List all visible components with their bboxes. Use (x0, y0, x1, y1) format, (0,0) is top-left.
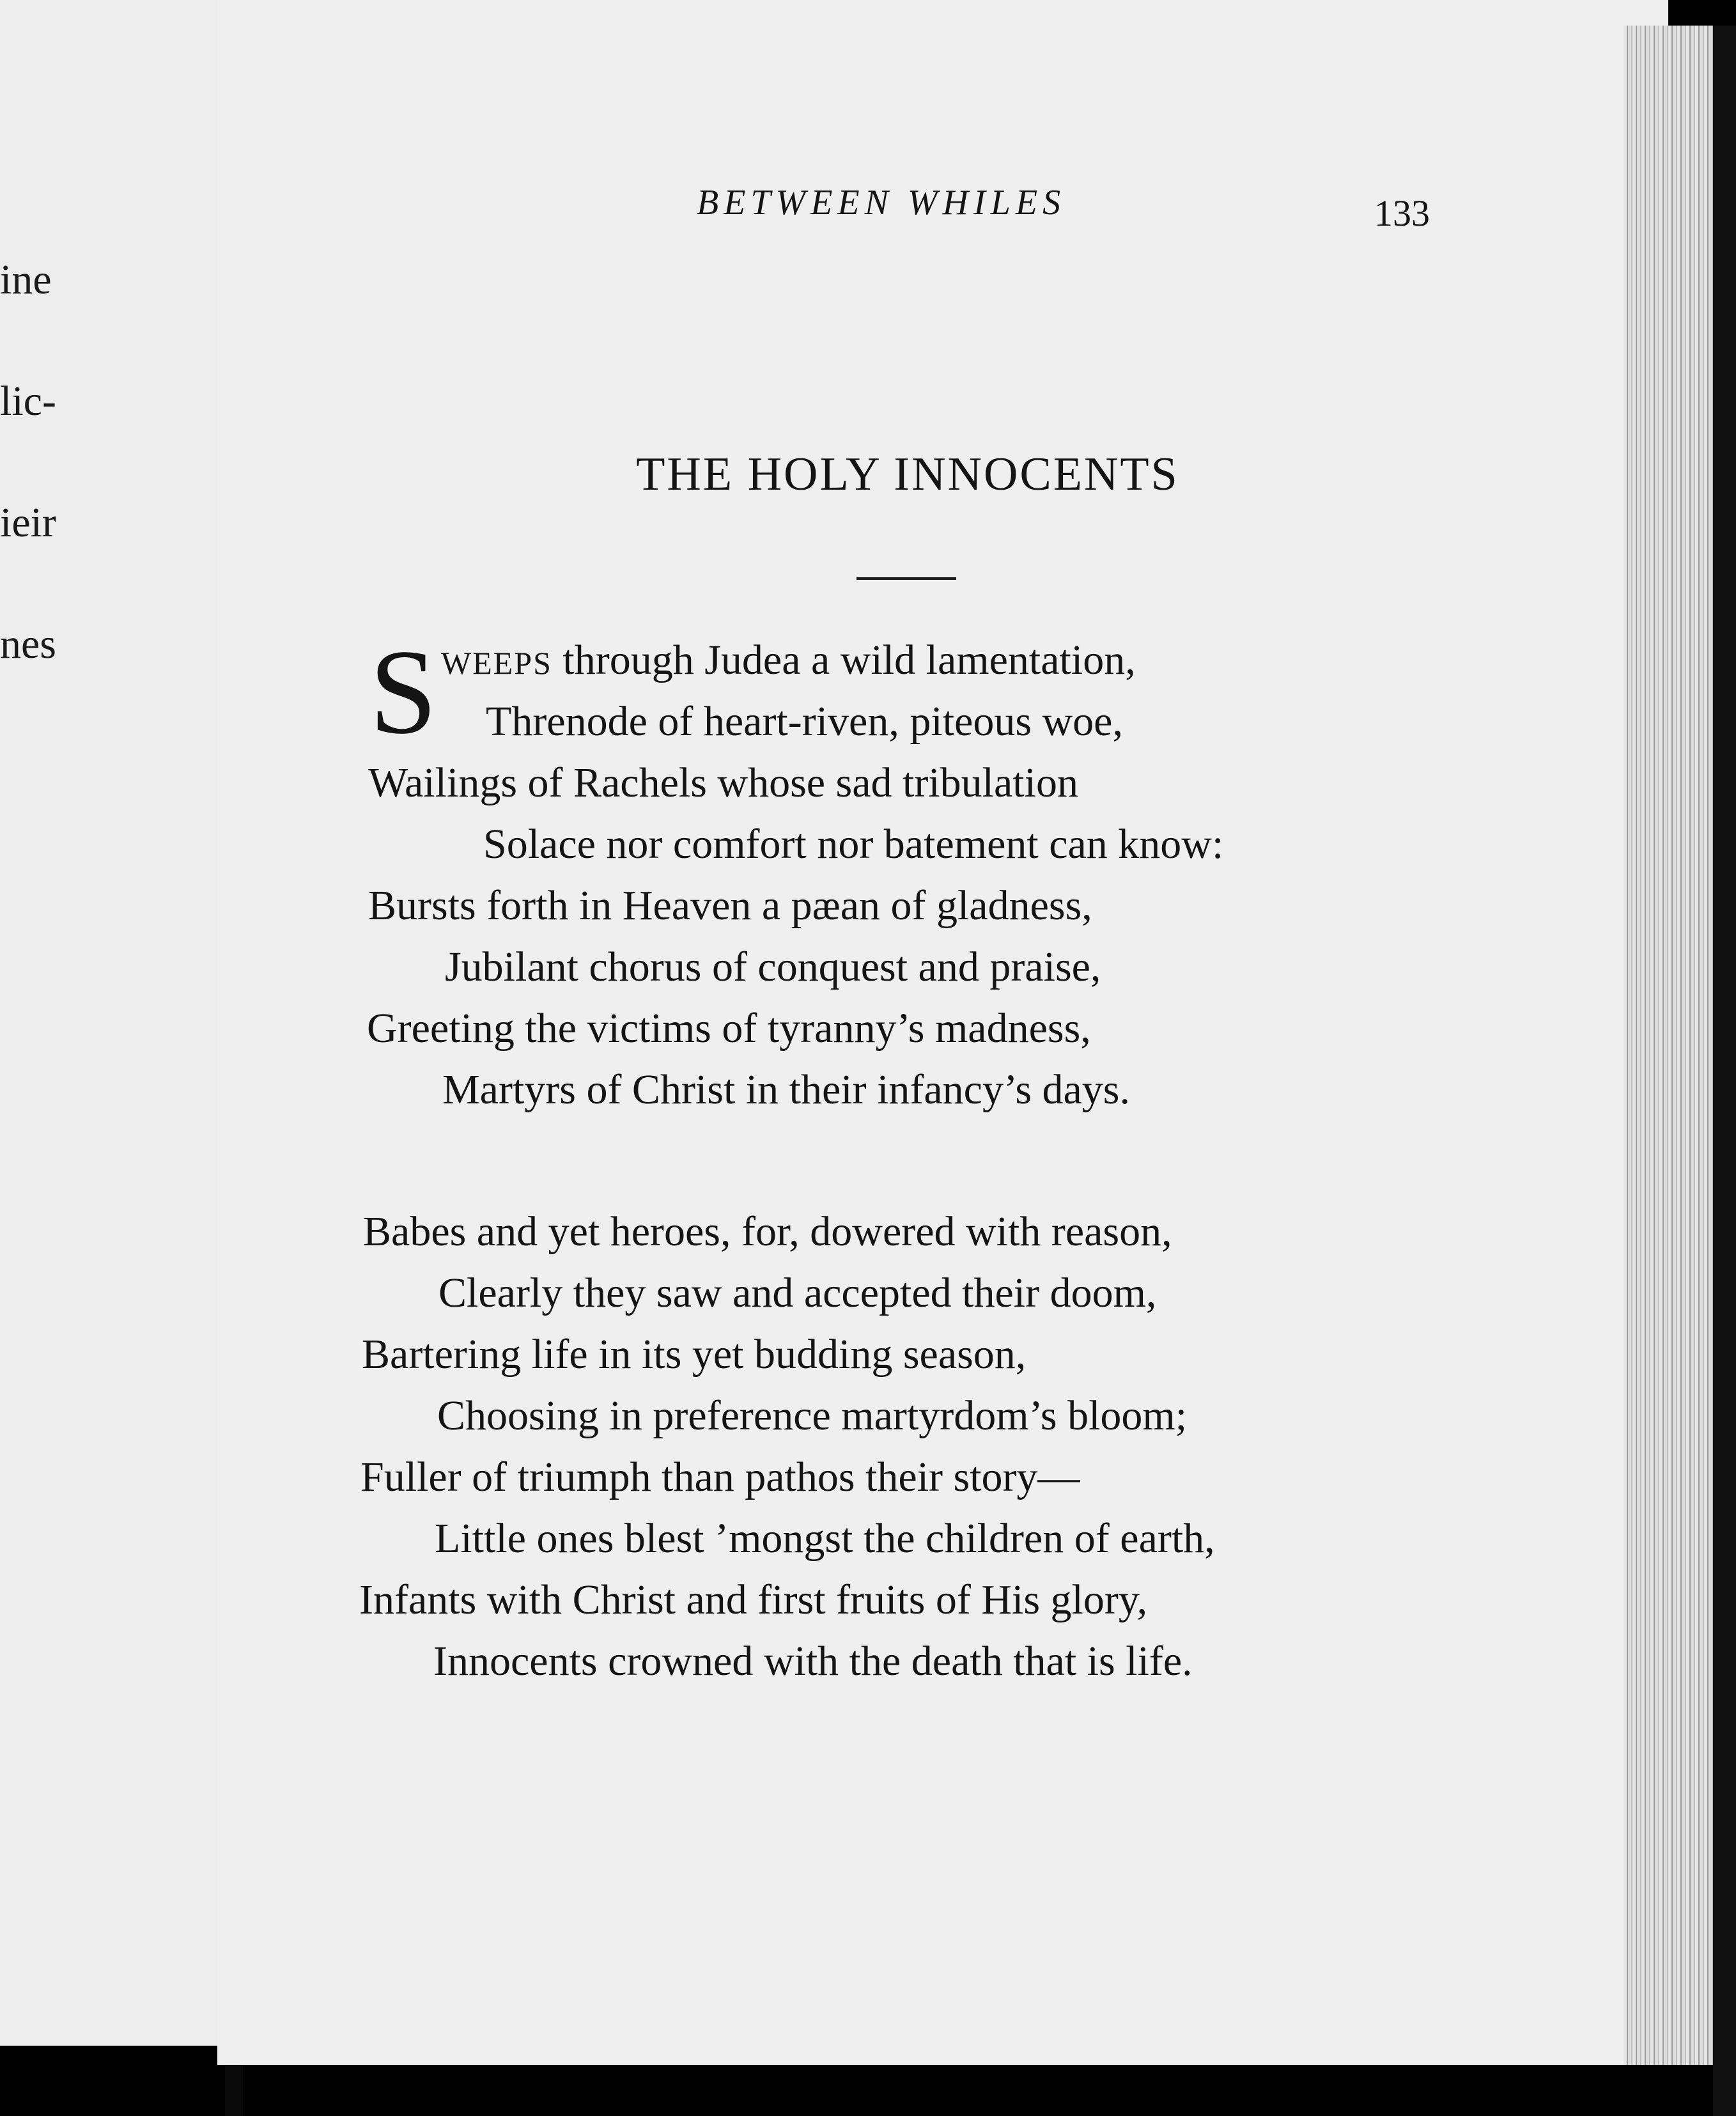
poem-line: Little ones blest ’mongst the children of earth, (435, 1515, 1215, 1562)
poem-line: Solace nor comfort nor batement can know: (483, 821, 1224, 867)
poem-title: THE HOLY INNOCENTS (636, 448, 1179, 501)
left-page (0, 0, 225, 2046)
first-word-smallcaps: WEEPS (441, 645, 552, 681)
poem-line: Babes and yet heroes, for, dowered with reason, (363, 1208, 1172, 1255)
poem-line (441, 639, 1136, 681)
left-page-fragment: nes (0, 621, 56, 667)
poem-line: Clearly they saw and accepted their doom, (438, 1270, 1157, 1316)
poem-line: Jubilant chorus of conquest and praise, (445, 944, 1101, 990)
left-page-fragment: ieir (0, 499, 56, 546)
book-edge-shadow (1713, 26, 1736, 2116)
poem-line: Greeting the victims of tyranny’s madness, (367, 1005, 1091, 1052)
poem-line: Fuller of triumph than pathos their story— (360, 1454, 1080, 1500)
poem-line: Innocents crowned with the death that is life. (433, 1638, 1193, 1684)
drop-cap: S (369, 625, 437, 759)
poem-line: Martyrs of Christ in their infancy’s days. (442, 1066, 1130, 1113)
left-page-fragment: lic- (0, 378, 56, 424)
page-edges (1624, 26, 1713, 2065)
title-rule (856, 577, 956, 580)
left-page-fragment: ine (0, 256, 52, 303)
poem-line: Bartering life in its yet budding season, (362, 1331, 1027, 1378)
first-line-text: through Judea a wild lamentation, (552, 637, 1136, 683)
page-number: 133 (1374, 192, 1430, 234)
poem-line: Threnode of heart-riven, piteous woe, (486, 698, 1123, 745)
poem-line: Wailings of Rachels whose sad tribulation (368, 759, 1078, 806)
poem-line: Infants with Christ and first fruits of His glory, (359, 1576, 1148, 1623)
running-head: BETWEEN WHILES (697, 183, 1066, 222)
poem-line: Bursts forth in Heaven a pæan of gladness, (368, 882, 1092, 929)
poem-line: Choosing in preference martyrdom’s bloom; (437, 1392, 1188, 1439)
